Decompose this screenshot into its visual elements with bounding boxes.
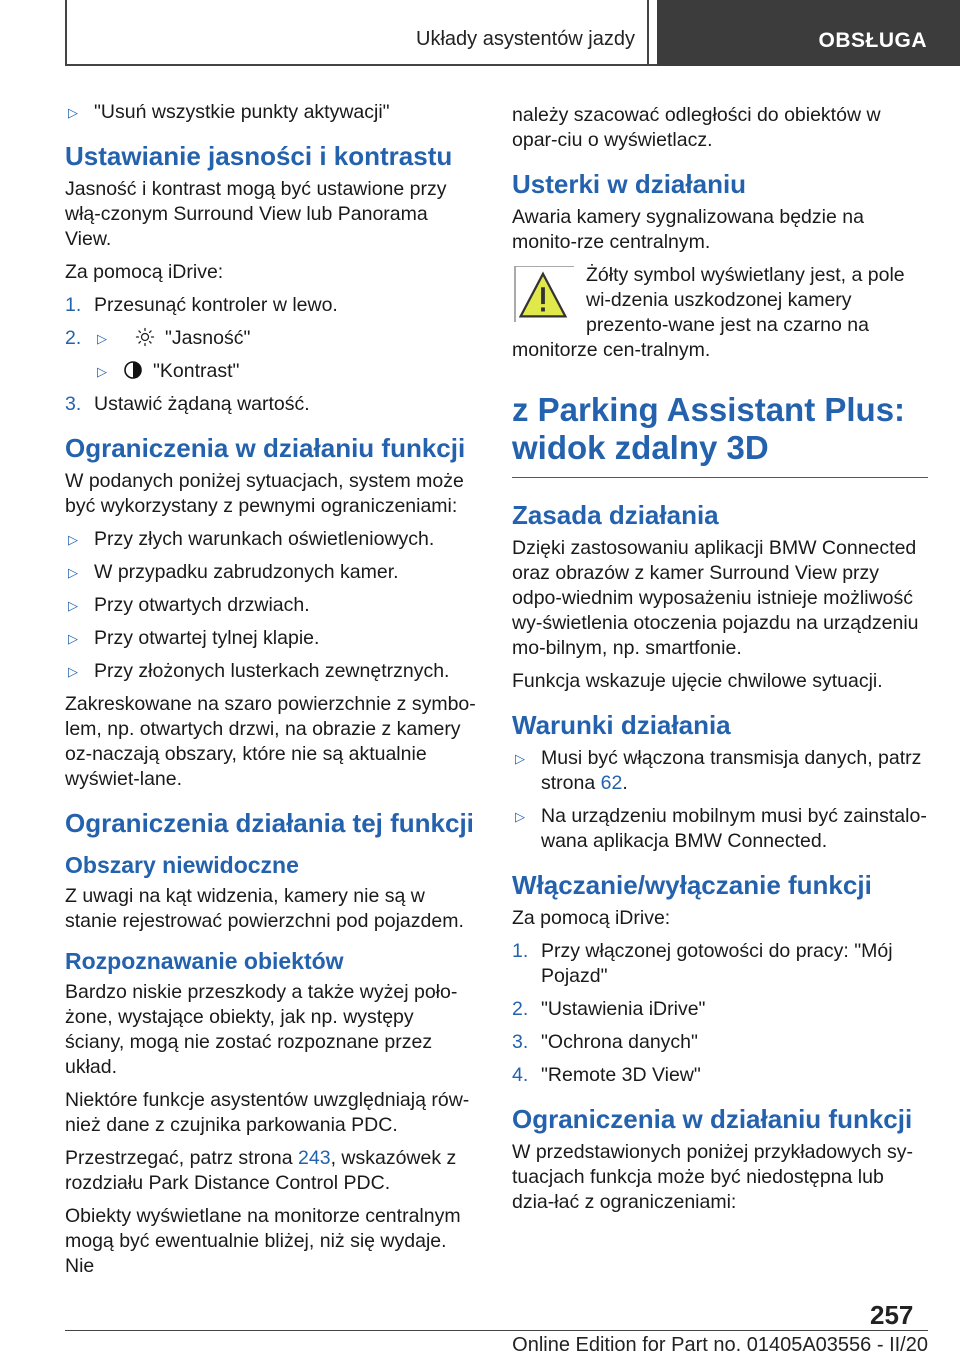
warning-triangle-icon bbox=[512, 266, 574, 322]
paragraph: Niektóre funkcje asystentów uwzględniają rów‐nież dane z czujnika parkowania PDC. bbox=[65, 1089, 470, 1136]
paragraph: Jasność i kontrast mogą być ustawione przy włą‐czonym Surround View lub Panorama View. bbox=[65, 178, 447, 250]
list-item: 1. Przy włączonej gotowości do pracy: "Mój Pojazd" bbox=[512, 940, 893, 987]
heading-limitations-3d: Ograniczenia w działaniu funkcji bbox=[512, 1104, 913, 1134]
paragraph: Z uwagi na kąt widzenia, kamery nie są w stanie rejestrować powierzchni pod pojazdem. bbox=[65, 885, 464, 932]
list-item: 1. Przesunąć kontroler w lewo. bbox=[65, 294, 338, 316]
heading-on-off: Włączanie/wyłączanie funkcji bbox=[512, 870, 872, 900]
list-item: ▷ "Usuń wszystkie punkty aktywacji" bbox=[68, 101, 390, 123]
list-item: ▷ Przy złożonych lusterkach zewnętrznych. bbox=[68, 660, 450, 682]
list-item: 4. "Remote 3D View" bbox=[512, 1064, 701, 1086]
bullet-icon: ▷ bbox=[97, 364, 107, 379]
list-item: ▷ Musi być włączona transmisja danych, patrz strona 62. bbox=[515, 747, 922, 794]
paragraph: Przestrzegać, patrz strona 243, wskazówek z rozdziału Park Distance Control PDC. bbox=[65, 1147, 457, 1194]
bullet-icon: ▷ bbox=[68, 105, 78, 120]
edition-note: Online Edition for Part no. 01405A03556 - II/20 bbox=[512, 1334, 928, 1356]
bullet-icon: ▷ bbox=[68, 631, 78, 646]
page-number: 257 bbox=[870, 1300, 914, 1330]
chapter-heading: z Parking Assistant Plus: widok zdalny 3D bbox=[512, 391, 906, 466]
chapter-tab bbox=[657, 0, 960, 66]
list-item: ▷ Przy złych warunkach oświetleniowych. bbox=[68, 528, 435, 550]
list-item: 3. "Ochrona danych" bbox=[512, 1031, 698, 1053]
heading-malfunctions: Usterki w działaniu bbox=[512, 169, 747, 199]
paragraph: Obiekty wyświetlane na monitorze centralnym mogą być ewentualnie bliżej, niż się wydaje. Nie bbox=[65, 1205, 461, 1277]
list-item: ▷ W przypadku zabrudzonych kamer. bbox=[68, 561, 399, 583]
chapter-rule bbox=[512, 477, 928, 478]
list-item: ▷ Na urządzeniu mobilnym musi być zainstalo‐wana aplikacja BMW Connected. bbox=[515, 805, 927, 852]
bullet-icon: ▷ bbox=[515, 809, 525, 824]
bullet-icon: ▷ bbox=[68, 565, 78, 580]
paragraph: W podanych poniżej sytuacjach, system może być wykorzystany z pewnymi ograniczeniami: bbox=[65, 470, 464, 517]
contrast-icon bbox=[123, 360, 143, 380]
heading-requirements: Warunki działania bbox=[512, 710, 731, 740]
header-rule bbox=[65, 64, 657, 66]
list-item: ▷ Przy otwartej tylnej klapie. bbox=[68, 627, 320, 649]
list-item: 2. ▷ "Jasność" bbox=[65, 327, 251, 349]
heading-limitations: Ograniczenia w działaniu funkcji bbox=[65, 433, 466, 463]
right-column bbox=[512, 103, 928, 1223]
list-item: ▷ "Kontrast" bbox=[97, 360, 240, 382]
paragraph: Funkcja wskazuje ujęcie chwilowe sytuacji. bbox=[512, 670, 883, 692]
bullet-icon: ▷ bbox=[68, 532, 78, 547]
bullet-icon: ▷ bbox=[97, 331, 107, 346]
section-title: Układy asystentów jazdy bbox=[416, 28, 635, 50]
page-link-62[interactable]: 62 bbox=[600, 772, 623, 794]
heading-principle: Zasada działania bbox=[512, 500, 719, 530]
subheading-blind-areas: Obszary niewidoczne bbox=[65, 852, 299, 878]
chapter-tab-label: OBSŁUGA bbox=[818, 29, 927, 52]
paragraph: W przedstawionych poniżej przykładowych sy‐tuacjach funkcja może być niedostępna lub dzia‐łać z ograniczeniami: bbox=[512, 1141, 913, 1213]
bullet-icon: ▷ bbox=[68, 598, 78, 613]
list-item: 3. Ustawić żądaną wartość. bbox=[65, 393, 310, 415]
heading-function-limits: Ograniczenia działania tej funkcji bbox=[65, 808, 474, 838]
list-item: 2. "Ustawienia iDrive" bbox=[512, 998, 706, 1020]
bullet-icon: ▷ bbox=[68, 664, 78, 679]
page-link-243[interactable]: 243 bbox=[298, 1147, 331, 1169]
paragraph: Bardzo niskie przeszkody a także wyżej poło‐żone, wystające obiekty, jak np. występy ściany, mogą nie zostać rozpoznane przez układ. bbox=[65, 981, 458, 1078]
footer-rule bbox=[65, 1330, 928, 1331]
paragraph: Za pomocą iDrive: bbox=[512, 907, 671, 929]
paragraph: Awaria kamery sygnalizowana będzie na monito‐rze centralnym. bbox=[512, 206, 864, 253]
list-item: ▷ Przy otwartych drzwiach. bbox=[68, 594, 310, 616]
brightness-icon bbox=[135, 327, 155, 347]
bullet-icon: ▷ bbox=[515, 751, 525, 766]
header-right-border bbox=[647, 0, 649, 66]
heading-brightness-contrast: Ustawianie jasności i kontrastu bbox=[65, 141, 453, 171]
paragraph: Zakreskowane na szaro powierzchnie z symbo‐lem, np. otwartych drzwi, na obrazie z kamery oz‐naczają obszary, które nie są aktualnie wyświet‐lane. bbox=[65, 693, 476, 790]
subheading-object-detection: Rozpoznawanie obiektów bbox=[65, 948, 344, 974]
left-column bbox=[65, 100, 478, 1287]
paragraph: Dzięki zastosowaniu aplikacji BMW Connected oraz obrazów z kamer Surround View przy odpo‐wiednim wyposażeniu istnieje możliwość wy‐świetlenia otoczenia pojazdu na urządzeniu mo‐bilnym, np. smartfonie. bbox=[512, 537, 919, 659]
warning-note: Żółty symbol wyświetlany jest, a pole wi‐dzenia uszkodzonej kamery prezento‐wane jest na czarno na monitorze cen‐tralnym. bbox=[512, 264, 905, 361]
paragraph: należy szacować odległości do obiektów w opar‐ciu o wyświetlacz. bbox=[512, 104, 881, 151]
paragraph: Za pomocą iDrive: bbox=[65, 261, 224, 283]
